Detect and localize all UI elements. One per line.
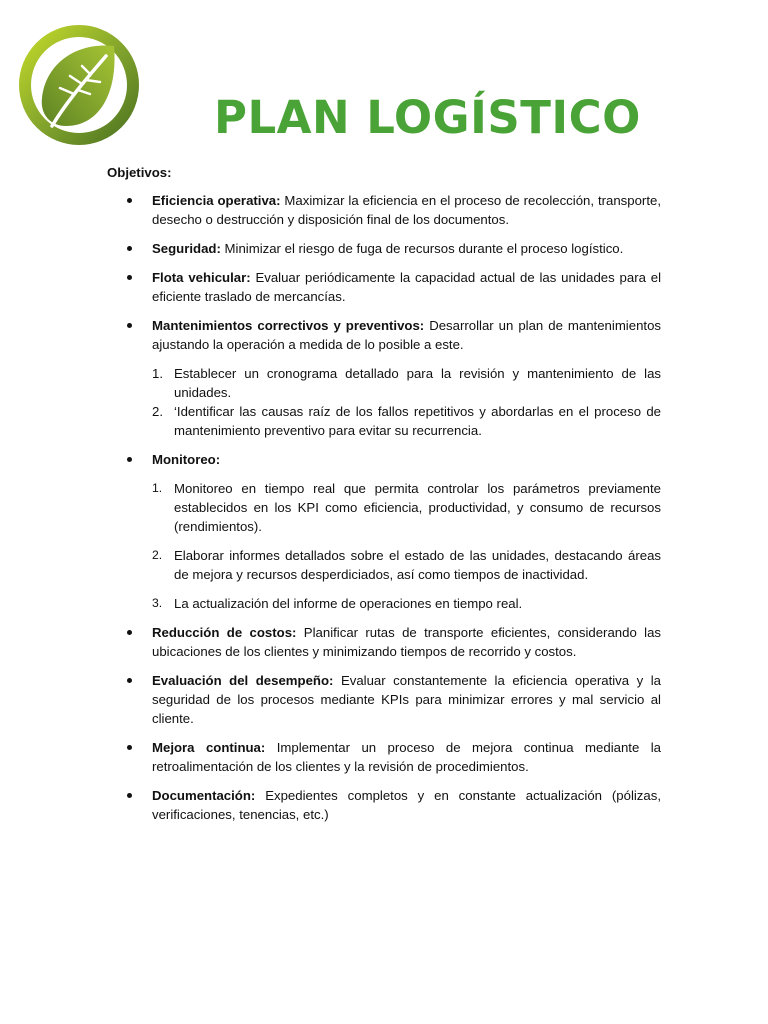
objective-text <box>152 623 661 661</box>
sub-list <box>152 364 661 440</box>
objective-description: Expedientes completos y en constante actualización (pólizas, verificaciones, tenencias, etc.) <box>152 788 661 822</box>
objective-label: Monitoreo: <box>152 452 221 467</box>
document-body <box>107 163 661 834</box>
sub-list-item <box>152 364 661 402</box>
sub-item-number: 1. <box>152 366 163 381</box>
objective-label: Evaluación del desempeño: <box>152 673 334 688</box>
objective-item <box>107 191 661 229</box>
objective-text <box>152 786 661 824</box>
objective-label: Seguridad: <box>152 241 221 256</box>
bullet-icon <box>127 275 132 280</box>
bullet-icon <box>127 678 132 683</box>
objectives-heading: Objetivos: <box>107 165 172 180</box>
objective-description: Minimizar el riesgo de fuga de recursos durante el proceso logístico. <box>220 241 624 256</box>
objective-label: Reducción de costos: <box>152 625 297 640</box>
objective-label: Mantenimientos correctivos y preventivos: <box>152 318 425 333</box>
objective-item <box>107 738 661 776</box>
objective-item <box>107 239 661 258</box>
objective-description: Planificar rutas de transporte eficientes, considerando las ubicaciones de los clientes y minimizando tiempos de recorrido y costos. <box>152 625 661 659</box>
sub-list-item <box>152 594 661 613</box>
objective-text <box>152 450 661 469</box>
objective-label: Eficiencia operativa: <box>152 193 281 208</box>
objective-text <box>152 316 661 354</box>
objective-description: Evaluar constantemente la eficiencia operativa y la seguridad de los procesos mediante KPIs para minimizar errores y mal servicio al cliente. <box>152 673 661 726</box>
objective-description: Evaluar periódicamente la capacidad actual de las unidades para el eficiente traslado de mercancías. <box>152 270 661 304</box>
objective-label: Mejora continua: <box>152 740 266 755</box>
objective-item <box>107 316 661 440</box>
sub-list-item <box>152 546 661 584</box>
sub-item-text: La actualización del informe de operaciones en tiempo real. <box>174 596 523 611</box>
sub-item-number: 1. <box>152 481 163 495</box>
bullet-icon <box>127 246 132 251</box>
objective-text <box>152 191 661 229</box>
sub-item-text: Monitoreo en tiempo real que permita controlar los parámetros previamente establecidos en los KPI como eficiencia, productividad, y consumo de recursos (rendimientos). <box>174 481 661 534</box>
page-title: PLAN LOGÍSTICO <box>214 91 641 144</box>
bullet-icon <box>127 745 132 750</box>
objectives-list <box>107 191 661 824</box>
objective-description: Maximizar la eficiencia en el proceso de recolección, transporte, desecho o destrucción y disposición final de los documentos. <box>152 193 661 227</box>
sub-list-item <box>152 402 661 440</box>
leaf-logo-icon <box>16 22 142 148</box>
sub-item-number: 2. <box>152 548 163 562</box>
bullet-icon <box>127 630 132 635</box>
objective-description: Implementar un proceso de mejora continua mediante la retroalimentación de los clientes y la revisión de procedimientos. <box>152 740 661 774</box>
sub-list <box>152 479 661 613</box>
objective-label: Flota vehicular: <box>152 270 251 285</box>
objective-item <box>107 268 661 306</box>
sub-item-text: ‘Identificar las causas raíz de los fallos repetitivos y abordarlas en el proceso de mantenimiento preventivo para evitar su recurrencia. <box>174 404 661 438</box>
objective-item <box>107 671 661 728</box>
sub-item-number: 2. <box>152 404 163 419</box>
objective-item <box>107 786 661 824</box>
sub-list-item <box>152 479 661 536</box>
objective-description: Desarrollar un plan de mantenimientos ajustando la operación a medida de lo posible a este. <box>152 318 661 352</box>
bullet-icon <box>127 198 132 203</box>
bullet-icon <box>127 793 132 798</box>
objective-label: Documentación: <box>152 788 256 803</box>
sub-item-text: Establecer un cronograma detallado para la revisión y mantenimiento de las unidades. <box>174 366 661 400</box>
sub-item-text: Elaborar informes detallados sobre el estado de las unidades, destacando áreas de mejora y recursos desperdiciados, así como tiempos de inactividad. <box>174 548 661 582</box>
bullet-icon <box>127 323 132 328</box>
objective-text <box>152 738 661 776</box>
sub-item-number: 3. <box>152 596 163 610</box>
objective-text <box>152 239 661 258</box>
bullet-icon <box>127 457 132 462</box>
objective-item <box>107 623 661 661</box>
objective-item <box>107 450 661 613</box>
objective-text <box>152 268 661 306</box>
objective-text <box>152 671 661 728</box>
